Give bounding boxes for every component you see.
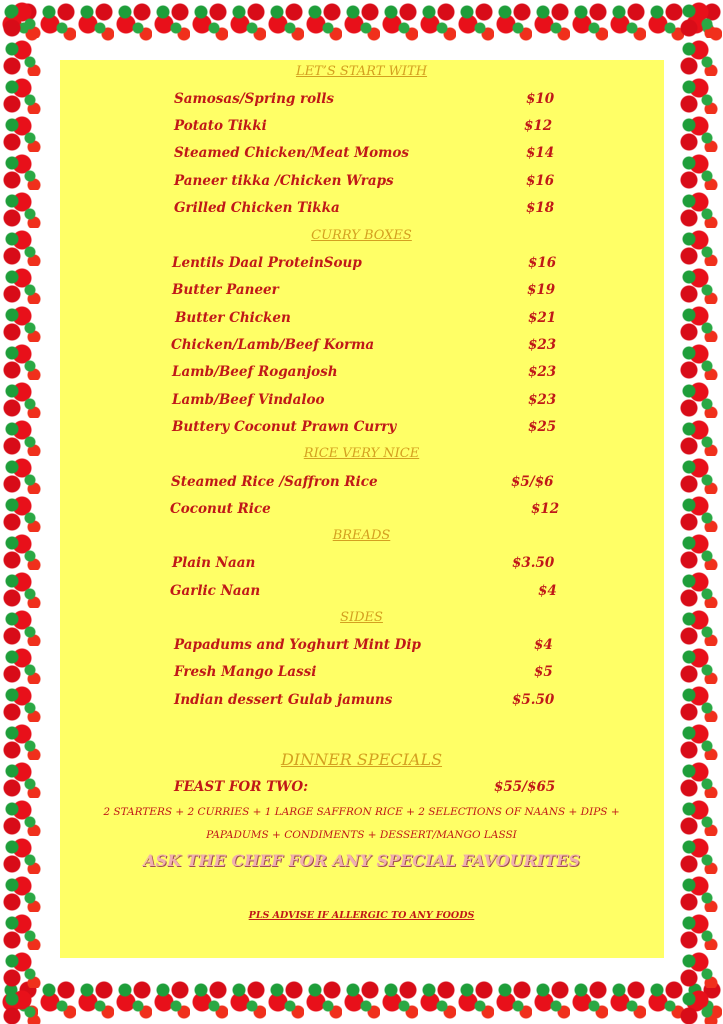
item-name: Paneer tikka /Chicken Wraps	[174, 173, 394, 189]
item-price: $5/$6	[511, 474, 554, 490]
item-price: $21	[528, 310, 557, 326]
item-price: $4	[534, 637, 553, 653]
item-price: $25	[528, 419, 557, 435]
feast-details-line-2: PAPADUMS + CONDIMENTS + DESSERT/MANGO LASSI	[206, 829, 517, 841]
poinsettia-border-left	[0, 0, 46, 1024]
chef-note: ASK THE CHEF FOR ANY SPECIAL FAVOURITES	[143, 851, 580, 870]
feast-name: FEAST FOR TWO:	[174, 779, 309, 795]
item-name: Butter Chicken	[175, 310, 291, 326]
item-name: Chicken/Lamb/Beef Korma	[171, 337, 375, 353]
item-price: $3.50	[512, 555, 555, 571]
section-heading-rice: RICE VERY NICE	[303, 446, 420, 461]
item-price: $23	[528, 392, 557, 408]
item-price: $23	[528, 364, 557, 380]
item-name: Coconut Rice	[170, 501, 271, 517]
item-price: $18	[526, 200, 555, 216]
item-price: $14	[526, 145, 555, 161]
section-heading-curry: CURRY BOXES	[311, 228, 412, 243]
section-heading-sides: SIDES	[340, 610, 383, 625]
item-price: $10	[526, 91, 555, 107]
poinsettia-border-bottom	[0, 978, 723, 1024]
item-name: Plain Naan	[172, 555, 256, 571]
item-name: Samosas/Spring rolls	[174, 91, 335, 107]
item-price: $5.50	[512, 692, 555, 708]
item-price: $16	[528, 255, 557, 271]
item-price: $5	[534, 664, 553, 680]
item-name: Fresh Mango Lassi	[174, 664, 317, 680]
item-name: Steamed Chicken/Meat Momos	[174, 145, 409, 161]
item-price: $12	[531, 501, 560, 517]
item-name: Potato Tikki	[174, 118, 267, 134]
dinner-specials-heading: DINNER SPECIALS	[280, 750, 443, 769]
item-name: Indian dessert Gulab jamuns	[174, 692, 393, 708]
feast-price: $55/$65	[494, 779, 556, 795]
feast-details-line-1: 2 STARTERS + 2 CURRIES + 1 LARGE SAFFRON RICE + 2 SELECTIONS OF NAANS + DIPS +	[103, 806, 620, 818]
menu-panel	[60, 60, 664, 958]
item-name: Buttery Coconut Prawn Curry	[172, 419, 397, 435]
item-price: $16	[526, 173, 555, 189]
item-name: Lamb/Beef Vindaloo	[172, 392, 325, 408]
section-heading-starters: LET’S START WITH	[295, 64, 428, 79]
item-price: $19	[527, 282, 556, 298]
item-name: Papadums and Yoghurt Mint Dip	[174, 637, 421, 653]
section-heading-breads: BREADS	[332, 528, 391, 543]
poinsettia-border-right	[677, 0, 723, 1024]
item-name: Butter Paneer	[172, 282, 279, 298]
item-name: Lamb/Beef Roganjosh	[172, 364, 338, 380]
item-name: Lentils Daal ProteinSoup	[172, 255, 362, 271]
poinsettia-border-top	[0, 0, 723, 46]
item-price: $4	[538, 583, 557, 599]
item-name: Garlic Naan	[170, 583, 261, 599]
item-price: $23	[528, 337, 557, 353]
item-name: Grilled Chicken Tikka	[174, 200, 340, 216]
item-price: $12	[524, 118, 553, 134]
item-name: Steamed Rice /Saffron Rice	[171, 474, 378, 490]
allergy-note: PLS ADVISE IF ALLERGIC TO ANY FOODS	[248, 910, 475, 921]
